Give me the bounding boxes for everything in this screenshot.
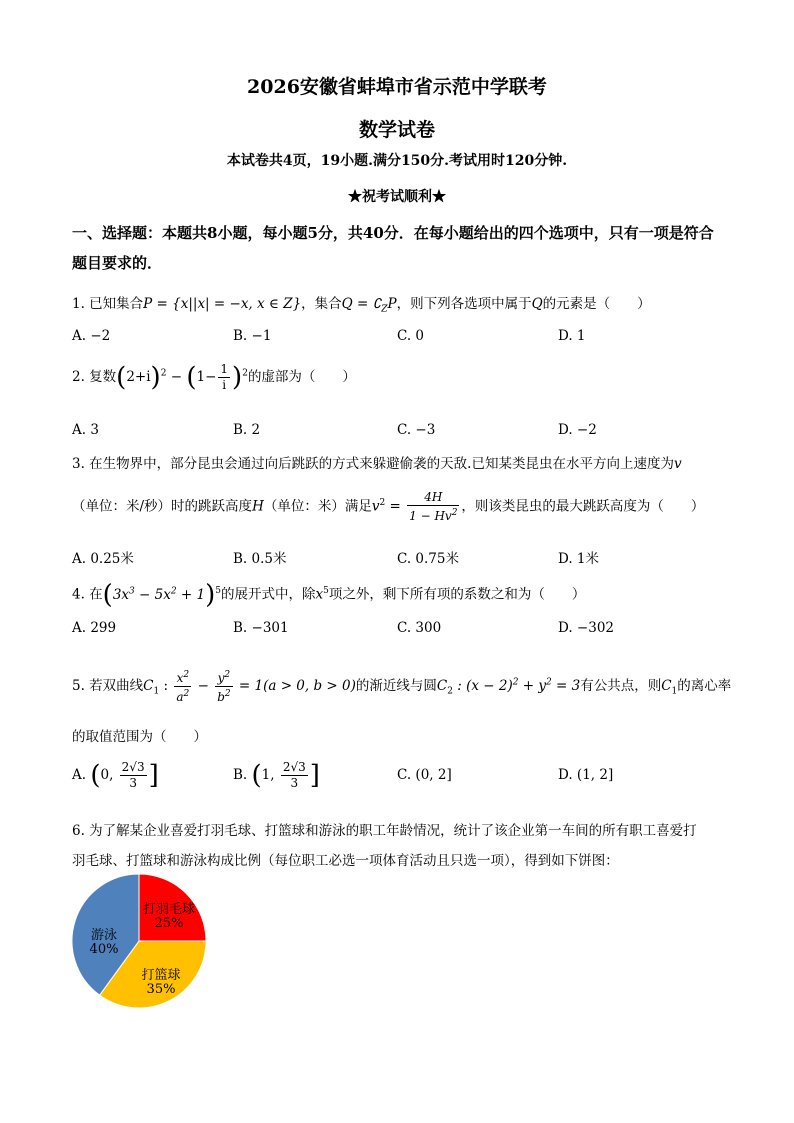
q1-option-c: C. 0	[397, 328, 425, 344]
q4-option-a: A. 299	[72, 620, 117, 636]
pie-slice-percent: 35%	[146, 982, 176, 997]
q4-option-b: B. −301	[233, 620, 289, 636]
q1-suffix2: 的元素是（ ）	[542, 296, 651, 312]
q1-option-b: B. −1	[233, 328, 272, 344]
q5-option-c: C. (0, 2]	[397, 767, 452, 783]
exam-wish: ★祝考试顺利★	[348, 189, 446, 205]
q1-set-q: Q = ∁	[341, 296, 382, 312]
question-3-line1: 3. 在生物界中，部分昆虫会通过向后跳跃的方式来躲避偷袭的天敌.已知某类昆虫在水平方向上速度为v	[72, 456, 682, 472]
exam-info: 本试卷共4页，19小题.满分150分.考试用时120分钟.	[226, 153, 568, 169]
q1-mid: ，集合	[301, 296, 342, 312]
question-1	[72, 292, 651, 315]
question-5-line1: 5. 若双曲线$C_1$ : $\frac{x^2}{a^2}$ − $\frac{y^2}{b^2}$ = 1(a > 0, b > 0)的渐近线与圆$C_2$ : $(x - 2)^2 + y^2 = 3$有公共点，则$C_1$的离心率	[72, 670, 732, 704]
q2-suffix: 的虚部为（ ）	[247, 369, 356, 385]
question-6-line1: 6. 为了解某企业喜爱打羽毛球、打篮球和游泳的职工年龄情况，统计了该企业第一车间的所有职工喜爱打	[72, 823, 697, 839]
q5-option-b: B. (1, $\frac{2√3}{3}$ ]	[233, 760, 320, 791]
q2-option-d: D. −2	[558, 422, 597, 438]
question-6-line2: 羽毛球、打篮球和游泳构成比例（每位职工必选一项体育活动且只选一项），得到如下饼图：	[72, 853, 619, 869]
exam-subtitle: 数学试卷	[358, 119, 435, 141]
q2-option-c: C. −3	[397, 422, 436, 438]
q2-option-a: A. 3	[72, 422, 99, 438]
q1-set-p: P = {x||x| = −x, x ∈ Z}	[143, 296, 302, 312]
q1-q-var: Q	[531, 296, 543, 312]
q4-option-c: C. 300	[397, 620, 442, 636]
section-heading: 一、选择题：本题共8小题，每小题5分，共40分．在每小题给出的四个选项中，只有一项是符合题目要求的．	[72, 224, 714, 272]
q1-prefix: 1. 已知集合	[72, 296, 144, 312]
question-4: 4. 在$(3x^3 - 5x^2 + 1)^5$的展开式中，除$x^5$项之外，剩下所有项的系数之和为（ ）	[72, 580, 586, 610]
pie-slice-percent: 25%	[154, 916, 184, 931]
q2-frac: $\frac{1}{i}$	[220, 362, 229, 392]
q3-option-a: A. 0.25米	[72, 551, 134, 567]
pie-slice-label: 游泳	[90, 928, 118, 943]
q1-set-q-end: P	[387, 296, 397, 312]
q4-option-d: D. −302	[558, 620, 615, 636]
q1-suffix: ，则下列各选项中属于	[396, 296, 532, 312]
exam-title: 2026安徽省蚌埠市省示范中学联考	[247, 76, 547, 98]
q1-option-a: A. −2	[72, 328, 111, 344]
question-2: 2. 复数$(2+i)^2 - (1-$ $\frac{1}{i}$ )$^2$的虚部为（ ）	[72, 362, 356, 393]
q2-prefix: 2. 复数	[72, 369, 117, 385]
q1-set-q-sub: Z	[381, 304, 388, 315]
question-3-line2: （单位：米/秒）时的跳跃高度H（单位：米）满足$v^2$ = $\frac{4H}{1 - Hv^2}$ ，则该类昆虫的最大跳跃高度为（ ）	[72, 490, 705, 523]
q3-option-d: D. 1米	[558, 551, 600, 567]
question-5-line2: 的取值范围为（ ）	[72, 729, 207, 745]
q3-option-c: C. 0.75米	[397, 551, 459, 567]
q3-frac: $\frac{4H}{1 - Hv^2}$	[409, 490, 458, 523]
q3-option-b: B. 0.5米	[233, 551, 287, 567]
pie-chart	[68, 874, 212, 1010]
pie-slice-label: 打篮球	[141, 968, 181, 983]
q2-option-b: B. 2	[233, 422, 261, 438]
q1-option-d: D. 1	[558, 328, 586, 344]
q5-option-d: D. (1, 2]	[558, 767, 614, 783]
q5-option-a: A. (0, $\frac{2√3}{3}$ ]	[72, 760, 159, 791]
pie-slice-label: 打羽毛球	[142, 902, 196, 917]
pie-slice-percent: 40%	[89, 942, 119, 957]
